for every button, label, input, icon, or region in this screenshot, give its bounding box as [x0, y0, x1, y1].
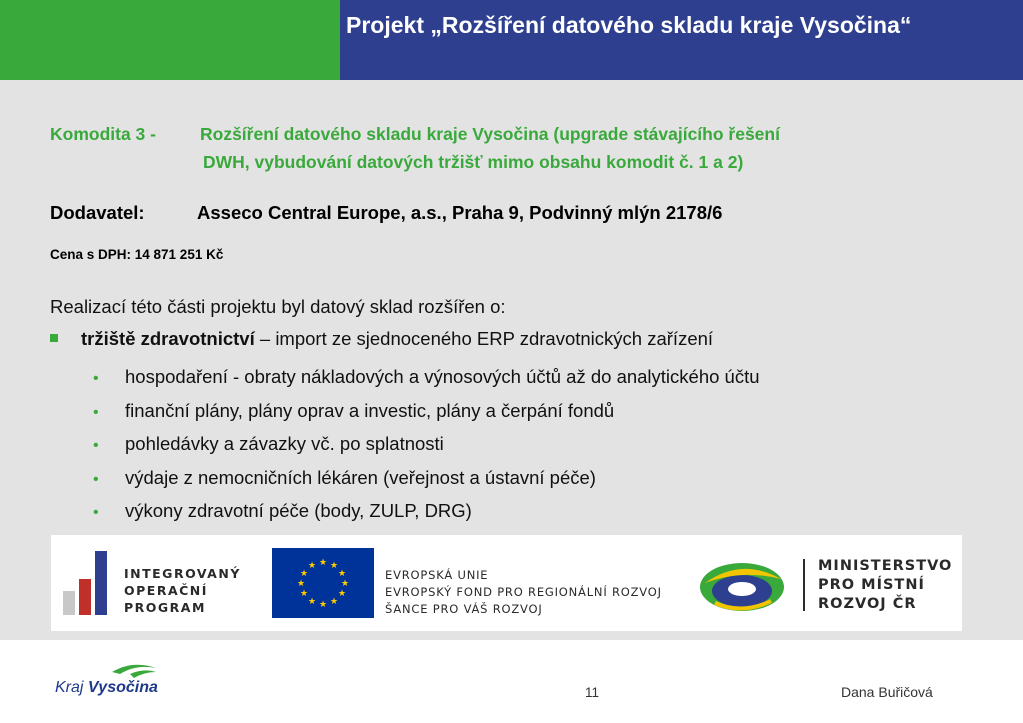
- svg-text:★: ★: [340, 579, 350, 589]
- page-number: 11: [585, 685, 600, 700]
- eu-logo-text: EVROPSKÁ UNIE EVROPSKÝ FOND PRO REGIONÁLNÍ ROZVOJ ŠANCE PRO VÁŠ ROZVOJ: [385, 568, 662, 616]
- svg-text:★: ★: [337, 589, 347, 599]
- svg-text:★: ★: [299, 589, 309, 599]
- list-item: • výdaje z nemocničních lékáren (veřejnost a ústavní péče): [93, 462, 760, 496]
- slide-title: Projekt „Rozšíření datového skladu kraje Vysočina“: [346, 12, 912, 38]
- iop-bars-icon: [61, 547, 121, 619]
- main-bullet-item: [50, 328, 713, 350]
- bullet-icon: •: [93, 504, 99, 521]
- mmr-separator: [803, 559, 805, 611]
- svg-text:★: ★: [299, 569, 309, 579]
- kraj-vysocina-logo: Kraj Vysočina: [55, 679, 158, 696]
- sub-list: [93, 361, 760, 529]
- mmr-logo-icon: [697, 553, 787, 615]
- bullet-icon: •: [93, 370, 99, 387]
- list-item: • pohledávky a závazky vč. po splatnosti: [93, 428, 760, 462]
- list-item: • hospodaření - obraty nákladových a výnosových účtů až do analytického účtu: [93, 361, 760, 395]
- svg-text:★: ★: [329, 561, 339, 571]
- iop-logo-text: INTEGROVANÝ OPERAČNÍ PROGRAM: [124, 566, 241, 615]
- square-bullet-icon: [50, 334, 58, 342]
- intro-text: Realizací této části projektu byl datový sklad rozšířen o:: [50, 296, 506, 317]
- supplier-label: Dodavatel:: [50, 202, 145, 223]
- svg-text:★: ★: [318, 558, 328, 568]
- bullet-icon: •: [93, 437, 99, 454]
- commodity-line-2: DWH, vybudování datových tržišť mimo obsahu komodit č. 1 a 2): [203, 152, 744, 172]
- list-item: • finanční plány, plány oprav a investic, plány a čerpání fondů: [93, 395, 760, 429]
- logo-strip: [51, 535, 962, 631]
- svg-text:★: ★: [337, 569, 347, 579]
- svg-text:★: ★: [307, 561, 317, 571]
- main-item-rest: – import ze sjednoceného ERP zdravotnických zařízení: [254, 328, 714, 349]
- eu-flag-icon: [272, 548, 374, 618]
- svg-text:★: ★: [318, 600, 328, 610]
- bullet-icon: •: [93, 470, 99, 488]
- svg-text:★: ★: [307, 597, 317, 607]
- supplier-value: Asseco Central Europe, a.s., Praha 9, Podvinný mlýn 2178/6: [197, 202, 723, 223]
- commodity-label: Komodita 3 -: [50, 124, 156, 144]
- svg-text:★: ★: [296, 579, 306, 589]
- list-item: • výkony zdravotní péče (body, ZULP, DRG): [93, 495, 760, 529]
- commodity-heading: [50, 120, 780, 176]
- price: Cena s DPH: 14 871 251 Kč: [50, 247, 224, 262]
- main-item-bold: tržiště zdravotnictví: [81, 328, 255, 349]
- header-green-block: [0, 0, 340, 80]
- supplier: [50, 202, 722, 224]
- commodity-line-1: Rozšíření datového skladu kraje Vysočina (upgrade stávajícího řešení: [200, 124, 780, 144]
- mmr-logo-text: MINISTERSTVO PRO MÍSTNÍ ROZVOJ ČR: [818, 558, 953, 612]
- bullet-icon: •: [93, 403, 99, 421]
- author-name: Dana Buřičová: [841, 684, 933, 700]
- svg-text:★: ★: [329, 597, 339, 607]
